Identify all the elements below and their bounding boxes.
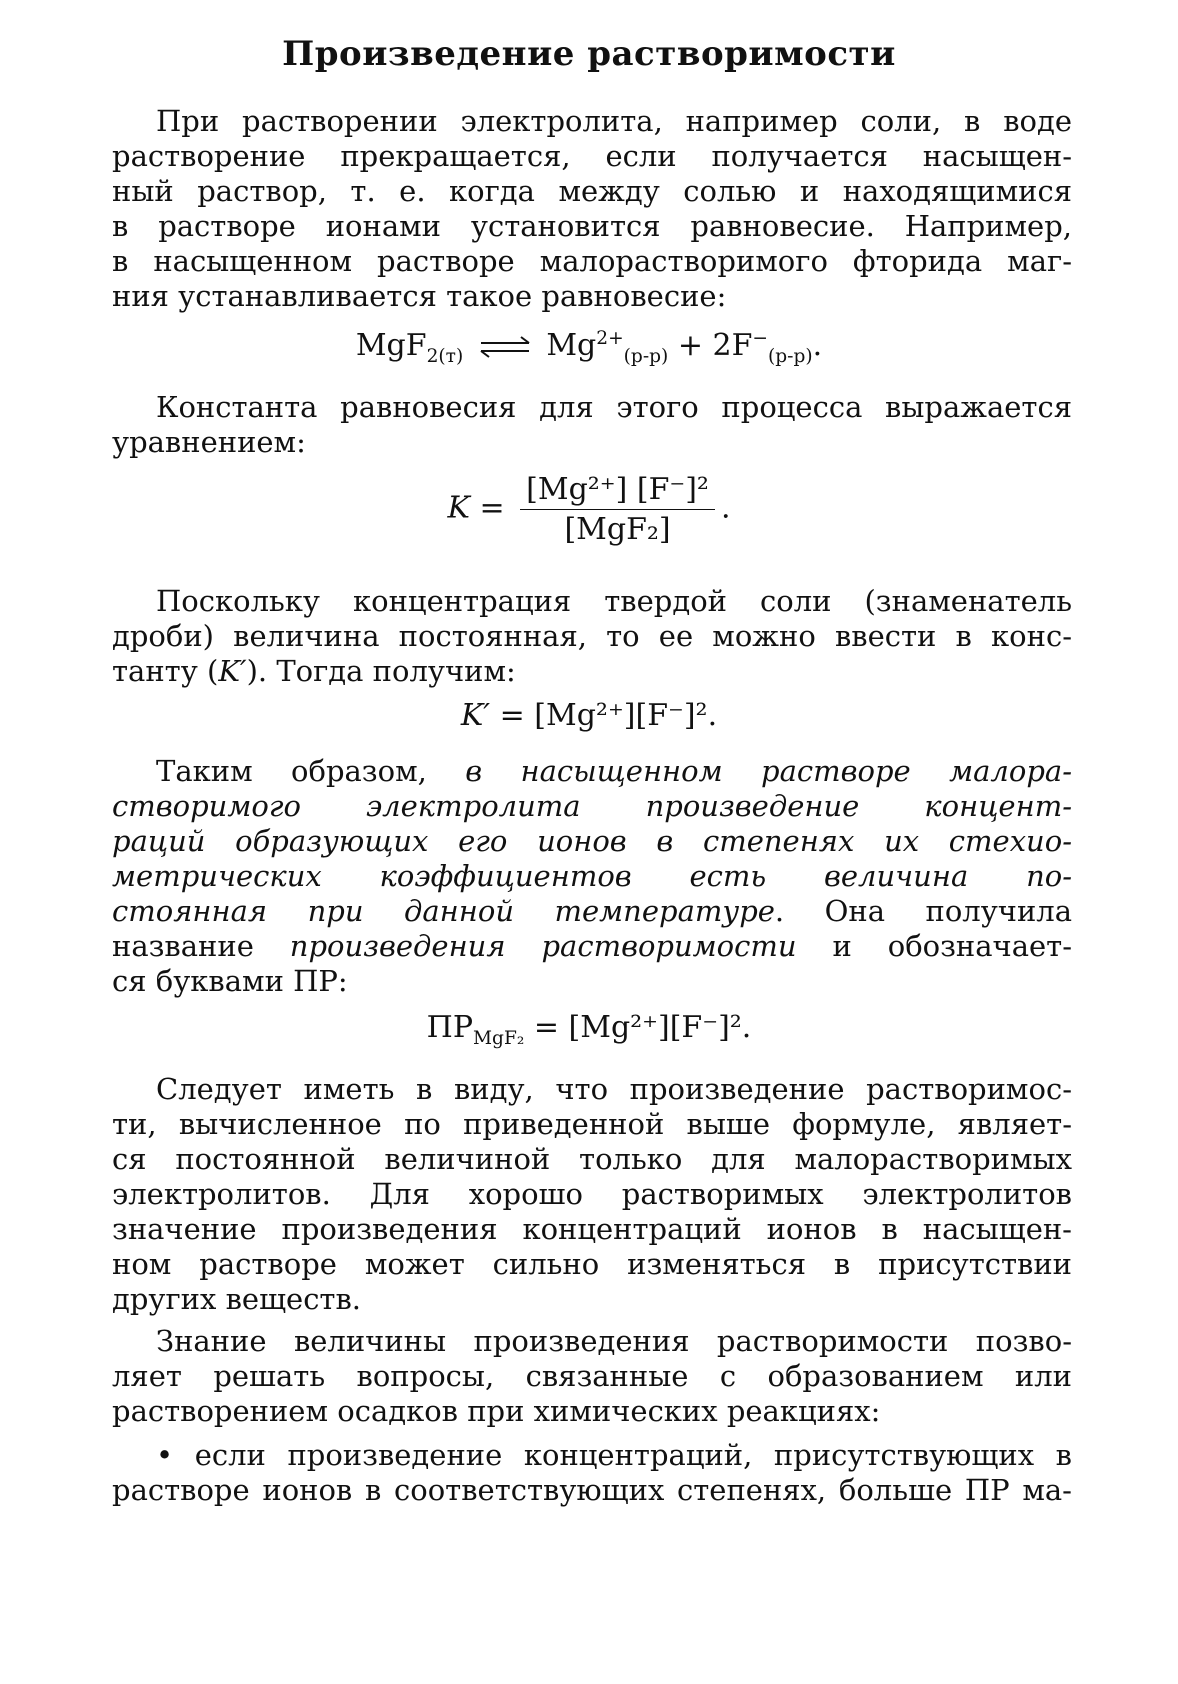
- para5-line-4: электролитов. Для хорошо растворимых электролитов: [112, 1177, 1072, 1211]
- para5-line-2: ти, вычисленное по приведенной выше формуле, являет-: [112, 1107, 1072, 1141]
- para5-line-3: ся постоянной величиной только для малорастворимых: [112, 1142, 1072, 1176]
- para1-line-6: ния устанавливается такое равновесие:: [112, 279, 727, 313]
- solubility-product-formula: $ПР_{MgF_2} = [Mg^{2+}][F^-]^2$.: [426, 1010, 752, 1049]
- para1-line-2: растворение прекращается, если получается насыщен-: [112, 139, 1072, 173]
- para4-line-6: название произведения растворимости и обозначает-: [112, 929, 1073, 963]
- page-title: Произведение растворимости: [282, 34, 896, 74]
- equilibrium-equation: MgF$_{2(т)}$ $Mg^{2+}_{(р-р)} + 2F^-_{(р-р)}$.: [355, 328, 823, 367]
- para6-line-2: ляет решать вопросы, связанные с образованием или: [112, 1359, 1072, 1393]
- para1-line-4: в растворе ионами установится равновесие. Например,: [112, 209, 1072, 243]
- para3-line-1: Поскольку концентрация твердой соли (знаменатель: [156, 584, 1072, 618]
- para4-line-7: ся буквами ПР:: [112, 964, 348, 998]
- fraction-numerator: [Mg²⁺] [F⁻]²: [520, 472, 715, 510]
- equilibrium-arrows-icon: [479, 336, 531, 358]
- para4-line-5: стоянная при данной температуре. Она получила: [112, 894, 1072, 928]
- para1-line-3: ный раствор, т. е. когда между солью и находящимися: [112, 174, 1072, 208]
- para2-line-2: уравнением:: [112, 425, 306, 459]
- para2-line-1: Константа равновесия для этого процесса выражается: [156, 390, 1072, 424]
- para1-line-1: При растворении электролита, например соли, в воде: [156, 104, 1072, 138]
- para6-line-1: Знание величины произведения растворимости позво-: [156, 1324, 1072, 1358]
- para5-line-7: других веществ.: [112, 1282, 362, 1316]
- fraction: [520, 472, 715, 547]
- bullet-line-2: растворе ионов в соответствующих степенях, больше ПР ма-: [112, 1473, 1072, 1507]
- para4-line-2: створимого электролита произведение концент-: [112, 789, 1072, 823]
- para5-line-1: Следует иметь в виду, что произведение растворимос-: [156, 1072, 1072, 1106]
- para3-line-2: дроби) величина постоянная, то ее можно ввести в конс-: [112, 619, 1072, 653]
- para5-line-6: ном растворе может сильно изменяться в присутствии: [112, 1247, 1072, 1281]
- para4-line-3: раций образующих его ионов в степенях их стехио-: [112, 824, 1072, 858]
- fraction-denominator: [MgF₂]: [564, 512, 671, 547]
- para3-line-3: танту (K′). Тогда получим:: [112, 654, 516, 688]
- para6-line-3: растворением осадков при химических реакциях:: [112, 1394, 881, 1428]
- para5-line-5: значение произведения концентраций ионов в насыщен-: [112, 1212, 1072, 1246]
- equilibrium-constant-formula: K = $\frac{\text{[Mg²⁺] [F⁻]²}}{\text{[MgF₂]}}$ .: [447, 472, 731, 547]
- k-prime-formula: K′ = [Mg²⁺][F⁻]².: [460, 698, 718, 733]
- para4-line-1: Таким образом, в насыщенном растворе малора-: [156, 754, 1072, 788]
- para1-line-5: в насыщенном растворе малорастворимого фторида маг-: [112, 244, 1072, 278]
- para4-line-4: метрических коэффициентов есть величина по-: [112, 859, 1072, 893]
- bullet-line-1: • если произведение концентраций, присутствующих в: [156, 1438, 1072, 1472]
